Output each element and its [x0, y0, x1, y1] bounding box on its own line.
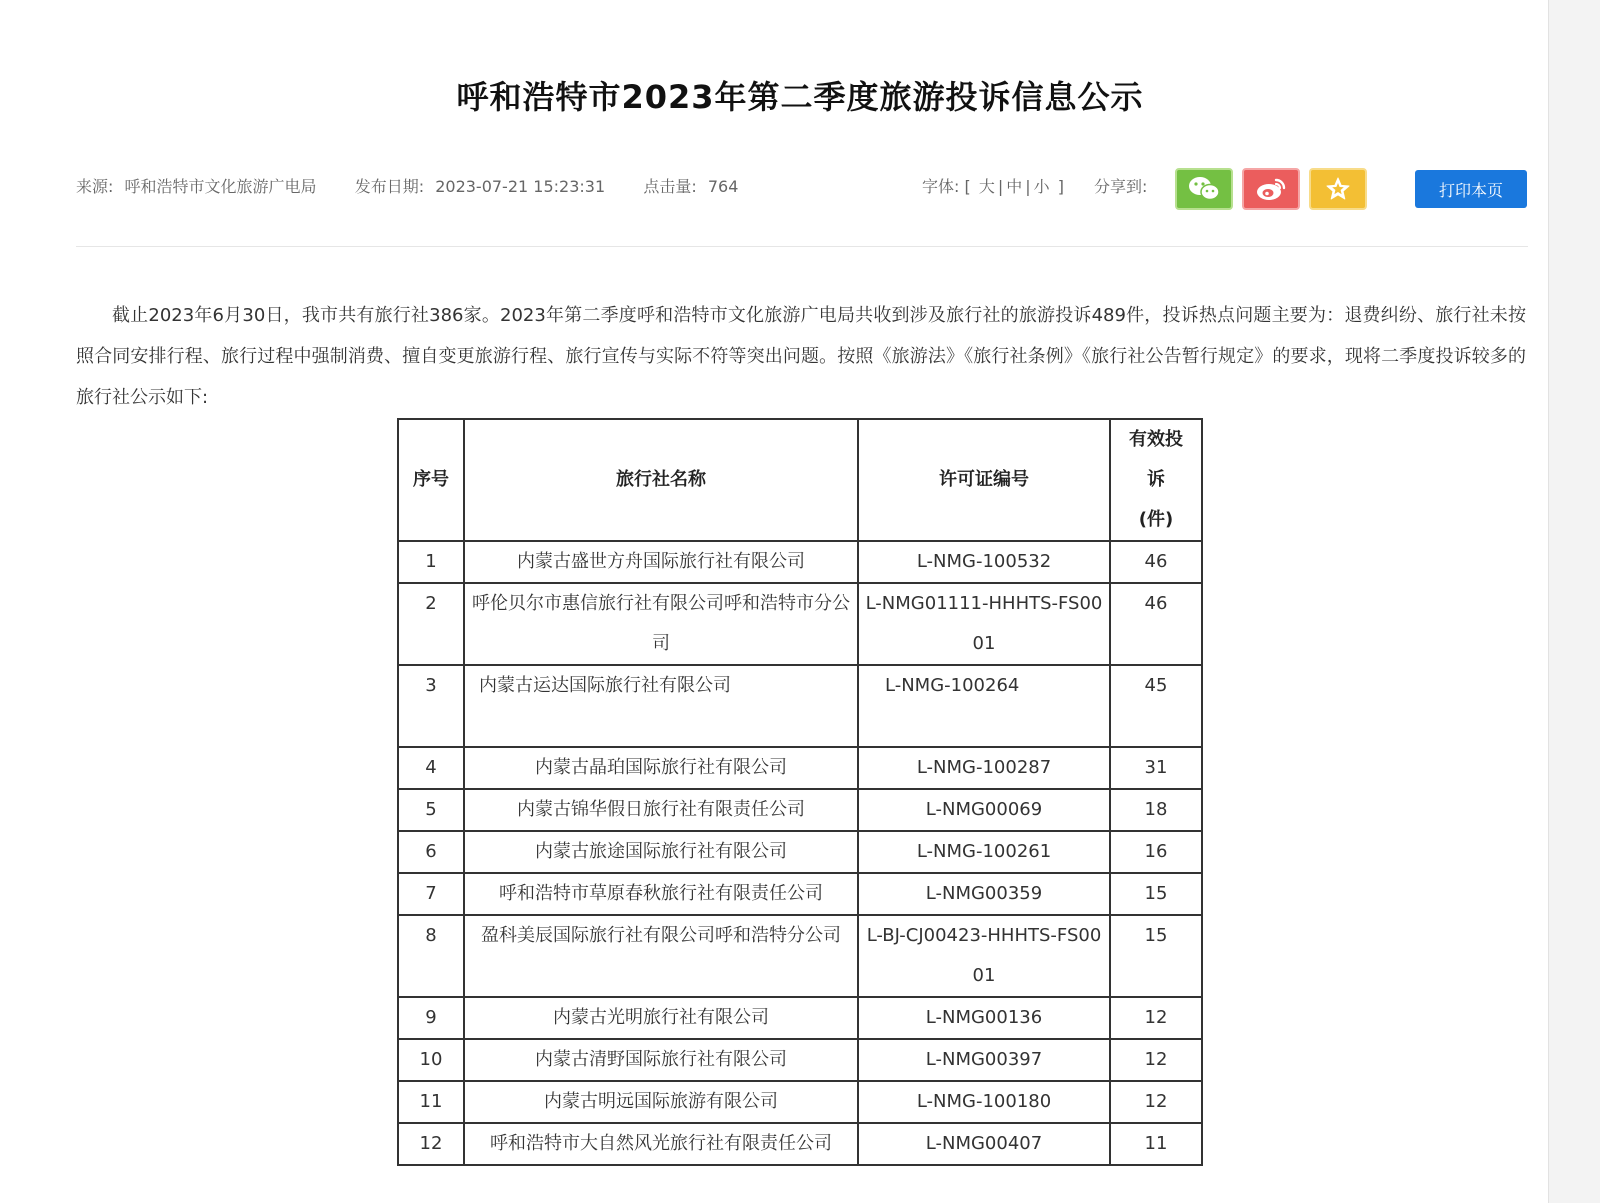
cell-count: 12	[1110, 1081, 1202, 1123]
table-row	[398, 915, 1202, 997]
cell-name: 内蒙古旅途国际旅行社有限公司	[464, 831, 858, 873]
cell-no: 4	[398, 747, 464, 789]
cell-count: 31	[1110, 747, 1202, 789]
source-label: 来源:	[76, 177, 114, 196]
cell-name: 内蒙古运达国际旅行社有限公司	[464, 665, 858, 747]
wechat-icon	[1187, 175, 1221, 203]
share-wechat-button[interactable]	[1175, 168, 1233, 210]
table-row	[398, 747, 1202, 789]
cell-license: L-NMG00407	[858, 1123, 1110, 1165]
font-size-separator: |	[997, 177, 1004, 196]
font-size-label: 字体:	[922, 177, 960, 196]
complaints-table	[397, 418, 1203, 1166]
cell-license: L-NMG00136	[858, 997, 1110, 1039]
divider	[76, 246, 1528, 247]
table-row	[398, 873, 1202, 915]
cell-no: 11	[398, 1081, 464, 1123]
cell-count: 11	[1110, 1123, 1202, 1165]
cell-name: 呼和浩特市大自然风光旅行社有限责任公司	[464, 1123, 858, 1165]
cell-no: 8	[398, 915, 464, 997]
cell-no: 1	[398, 541, 464, 583]
cell-no: 9	[398, 997, 464, 1039]
share-favorite-button[interactable]	[1309, 168, 1367, 210]
date-label: 发布日期:	[354, 177, 425, 196]
cell-license: L-NMG-100264	[858, 665, 1110, 747]
header-no: 序号	[398, 419, 464, 541]
table-row	[398, 1081, 1202, 1123]
font-size-open-bracket: [	[964, 177, 971, 196]
cell-name: 内蒙古晶珀国际旅行社有限公司	[464, 747, 858, 789]
header-count-line: (件)	[1138, 509, 1174, 530]
cell-name: 盈科美辰国际旅行社有限公司呼和浩特分公司	[464, 915, 858, 997]
table-row	[398, 789, 1202, 831]
hits-label: 点击量:	[643, 177, 697, 196]
cell-name: 呼伦贝尔市惠信旅行社有限公司呼和浩特市分公司	[464, 583, 858, 665]
cell-name: 内蒙古清野国际旅行社有限公司	[464, 1039, 858, 1081]
font-size-control	[922, 174, 1064, 197]
cell-count: 15	[1110, 873, 1202, 915]
print-page-button[interactable]: 打印本页	[1415, 170, 1527, 208]
intro-paragraph: 截止2023年6月30日，我市共有旅行社386家。2023年第二季度呼和浩特市文化旅游广电局共收到涉及旅行社的旅游投诉489件，投诉热点问题主要为：退费纠纷、旅行社未按照合同安排行程、旅行过程中强制消费、擅自变更旅游行程、旅行宣传与实际不符等突出问题。按照《旅游法》《旅行社条例》《旅行社公告暂行规定》的要求，现将二季度投诉较多的旅行社公示如下:	[76, 305, 1526, 408]
table-row	[398, 665, 1202, 747]
font-size-small-link[interactable]: 小	[1033, 177, 1050, 196]
font-size-large-link[interactable]: 大	[978, 177, 995, 196]
cell-license: L-NMG-100261	[858, 831, 1110, 873]
cell-count: 12	[1110, 997, 1202, 1039]
table-row	[398, 583, 1202, 665]
cell-no: 12	[398, 1123, 464, 1165]
table-row	[398, 831, 1202, 873]
cell-count: 45	[1110, 665, 1202, 747]
header-license: 许可证编号	[858, 419, 1110, 541]
date-value: 2023-07-21 15:23:31	[435, 177, 606, 196]
font-size-separator: |	[1025, 177, 1031, 196]
cell-name: 内蒙古明远国际旅游有限公司	[464, 1081, 858, 1123]
cell-name: 内蒙古锦华假日旅行社有限责任公司	[464, 789, 858, 831]
table-row	[398, 1039, 1202, 1081]
cell-license: L-NMG-100287	[858, 747, 1110, 789]
cell-license: L-NMG00359	[858, 873, 1110, 915]
star-icon	[1324, 175, 1352, 203]
cell-license: L-NMG-100180	[858, 1081, 1110, 1123]
header-count-line: 诉	[1147, 469, 1165, 490]
table-row	[398, 997, 1202, 1039]
cell-license: L-NMG-100532	[858, 541, 1110, 583]
cell-no: 3	[398, 665, 464, 747]
cell-no: 10	[398, 1039, 464, 1081]
share-weibo-button[interactable]	[1242, 168, 1300, 210]
cell-count: 46	[1110, 541, 1202, 583]
header-count-line: 有效投	[1129, 429, 1183, 450]
page-title: 呼和浩特市2023年第二季度旅游投诉信息公示	[456, 78, 1144, 116]
cell-license: L-NMG01111-HHHTS-FS0001	[858, 583, 1110, 665]
cell-count: 46	[1110, 583, 1202, 665]
header-count	[1110, 419, 1202, 541]
cell-count: 18	[1110, 789, 1202, 831]
cell-count: 15	[1110, 915, 1202, 997]
table-row	[398, 541, 1202, 583]
cell-license: L-BJ-CJ00423-HHHTS-FS0001	[858, 915, 1110, 997]
cell-license: L-NMG00069	[858, 789, 1110, 831]
scrollbar-track[interactable]	[1548, 0, 1600, 1203]
cell-name: 内蒙古盛世方舟国际旅行社有限公司	[464, 541, 858, 583]
cell-name: 呼和浩特市草原春秋旅行社有限责任公司	[464, 873, 858, 915]
hits-value: 764	[707, 177, 739, 196]
table-header-row	[398, 419, 1202, 541]
weibo-icon	[1254, 175, 1288, 203]
cell-license: L-NMG00397	[858, 1039, 1110, 1081]
table-row	[398, 1123, 1202, 1165]
source-value: 呼和浩特市文化旅游广电局	[124, 177, 317, 196]
header-name: 旅行社名称	[464, 419, 858, 541]
font-size-close-bracket: ]	[1057, 177, 1065, 196]
share-label: 分享到:	[1094, 177, 1148, 196]
font-size-medium-link[interactable]: 中	[1006, 177, 1023, 196]
cell-name: 内蒙古光明旅行社有限公司	[464, 997, 858, 1039]
cell-no: 5	[398, 789, 464, 831]
article-meta	[76, 174, 744, 197]
cell-count: 16	[1110, 831, 1202, 873]
cell-no: 7	[398, 873, 464, 915]
cell-count: 12	[1110, 1039, 1202, 1081]
cell-no: 2	[398, 583, 464, 665]
cell-no: 6	[398, 831, 464, 873]
